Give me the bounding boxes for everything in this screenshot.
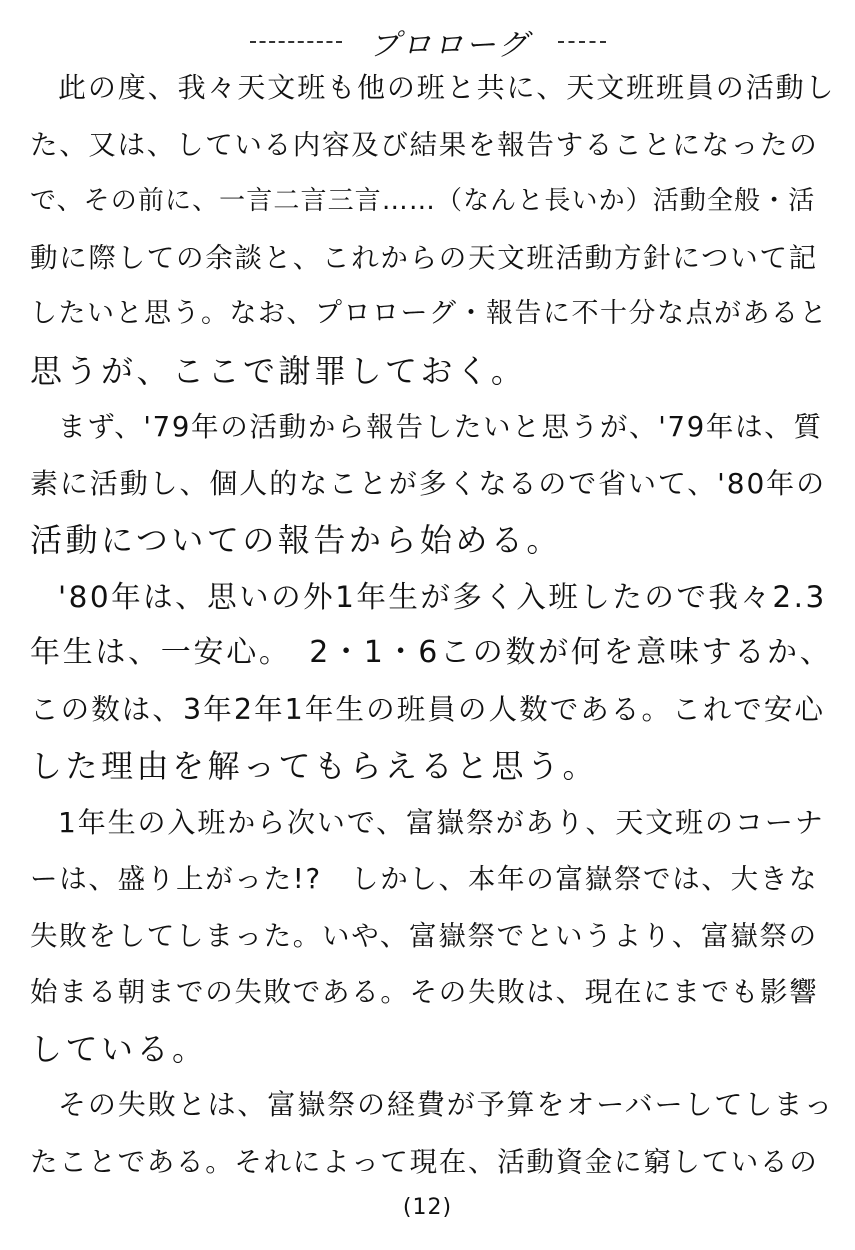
- text-line: 1年生の入班から次いで、富嶽祭があり、天文班のコーナ: [58, 805, 825, 839]
- page-heading: プロローグ: [369, 28, 530, 63]
- text-line: ーは、盛り上がった!? しかし、本年の富嶽祭では、大きな: [30, 863, 819, 895]
- text-line: 動に際しての余談と、これからの天文班活動方針について記: [30, 241, 818, 274]
- text-line: 年生は、一安心。 2・1・6この数が何を意味するか、: [30, 635, 833, 670]
- text-line: した理由を解ってもらえると思う。: [30, 747, 599, 785]
- text-line: したいと思う。なお、プロローグ・報告に不十分な点があると: [30, 298, 828, 329]
- text-line: この数は、3年2年1年生の班員の人数である。これで安心: [30, 692, 826, 726]
- text-line: たことである。それによって現在、活動資金に窮しているの: [30, 1145, 819, 1178]
- text-line: で、その前に、一言二言三言……（なんと長いか）活動全般・活: [30, 186, 816, 216]
- text-line: 思うが、ここで謝罪しておく。: [30, 351, 527, 390]
- text-line: している。: [30, 1029, 208, 1068]
- text-line: その失敗とは、富嶽祭の経費が予算をオーバーしてしまっ: [58, 1088, 835, 1121]
- text-line: 失敗をしてしまった。いや、富嶽祭でというより、富嶽祭の: [30, 919, 818, 952]
- page-number: (12): [402, 1195, 453, 1220]
- text-line: '80年は、思いの外1年生が多く入班したので我々2.3: [58, 579, 827, 614]
- text-line: 此の度、我々天文班も他の班と共に、天文班班員の活動し: [58, 71, 836, 104]
- text-line: 始まる朝までの失敗である。その失敗は、現在にまでも影響: [30, 976, 819, 1008]
- text-line: まず、'79年の活動から報告したいと思うが、'79年は、質: [58, 411, 823, 443]
- text-line: 活動についての報告から始める。: [30, 521, 562, 559]
- text-line: 素に活動し、個人的なことが多くなるので省いて、'80年の: [30, 466, 826, 500]
- text-line: た、又は、している内容及び結果を報告することになったの: [30, 128, 819, 161]
